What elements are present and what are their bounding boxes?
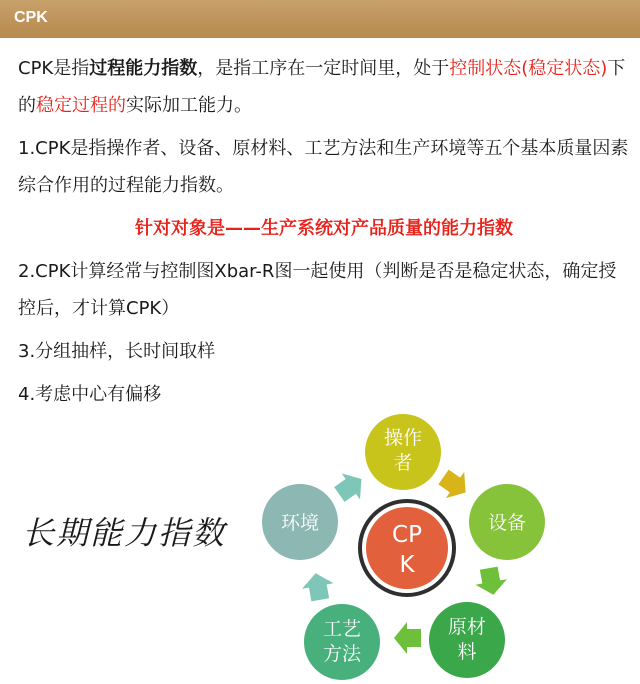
node-cpk-center [360,501,454,595]
diagram-label: 长期能力指数 [22,514,227,552]
node-equipment-line1: 设备 [487,512,527,534]
arrow-equipment-to-material-icon [473,565,509,597]
node-method-line2: 方法 [322,643,362,665]
arrow-material-to-method-icon [394,622,421,654]
node-operator-line1: 操作 [383,427,423,449]
header-title: CPK [14,9,48,26]
arrow-environment-to-operator-icon [330,466,370,508]
point-4: 4.考虑中心有偏移 [18,384,162,405]
target-statement: 针对对象是——生产系统对产品质量的能力指数 [135,218,513,239]
node-operator [365,414,441,490]
point-2: 2.CPK计算经常与控制图Xbar-R图一起使用（判断是否是稳定状态，确定授控后，才计算CPK） [18,261,617,319]
node-operator-line2: 者 [393,452,413,474]
node-environment-line1: 环境 [280,512,320,534]
arrow-operator-to-equipment-icon [434,464,474,506]
def-text-e: 下的 [18,58,626,116]
cpk-center-line1: CP [392,522,422,548]
def-text-c: ，是指工序在一定时间里，处于 [197,58,450,79]
def-text-b: 过程能力指数 [89,58,198,79]
def-text-d: 控制状态(稳定状态) [449,58,608,79]
arrow-method-to-environment-icon [300,570,336,602]
node-method-circle [304,604,380,680]
def-text-g: 实际加工能力。 [126,95,252,116]
point-3: 3.分组抽样，长时间取样 [18,341,216,362]
node-method-line1: 工艺 [322,618,362,640]
node-material-line2: 料 [457,641,477,663]
node-environment [262,484,338,560]
cpk-center-line2: K [399,552,415,578]
node-material-line1: 原材 [447,616,487,638]
node-material [429,602,505,678]
point-1: 1.CPK是指操作者、设备、原材料、工艺方法和生产环境等五个基本质量因素综合作用的过程能力指数。 [18,138,629,196]
def-text-a: CPK是指 [18,58,90,79]
def-text-f: 稳定过程的 [36,95,126,116]
node-material-circle [429,602,505,678]
node-equipment [469,484,545,560]
node-method [304,604,380,680]
